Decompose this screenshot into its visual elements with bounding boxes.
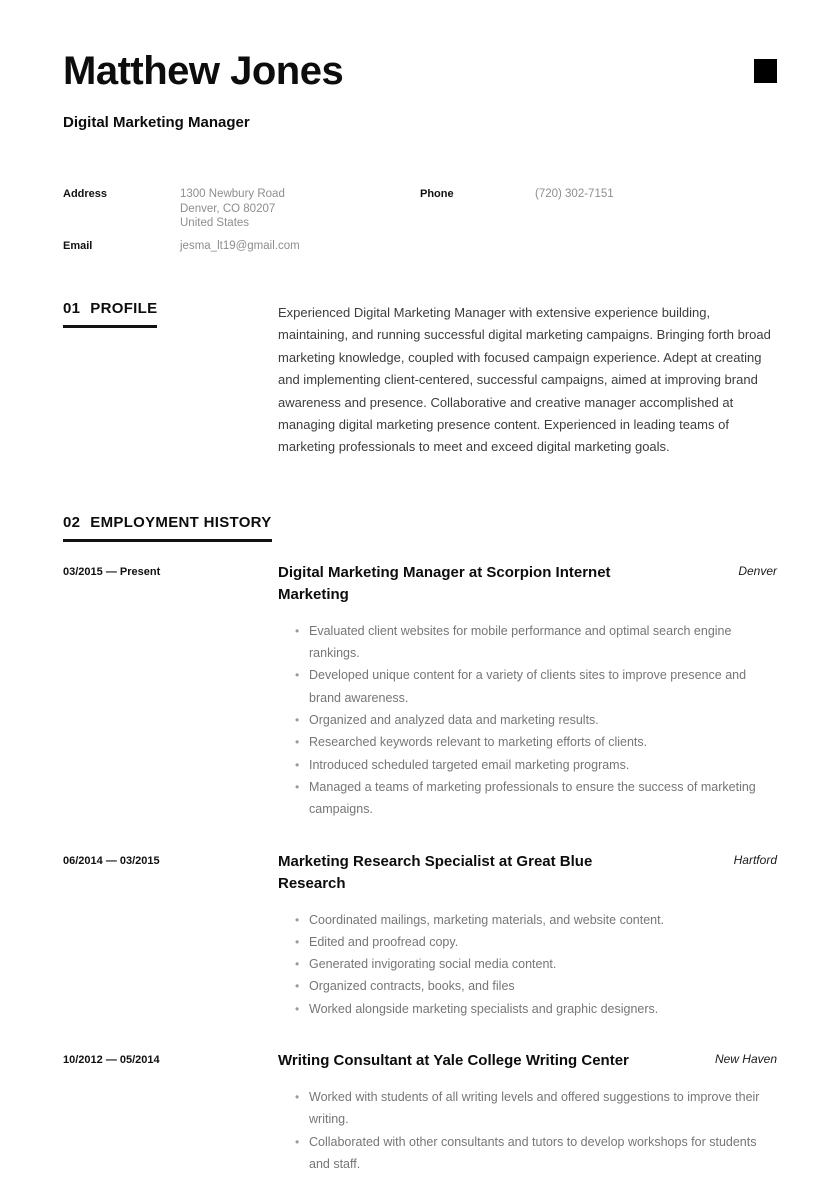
phone-value: (720) 302-7151 [535,188,614,200]
job-bullet: • Researched keywords relevant to marketing efforts of clients. [309,731,777,753]
profile-body-column [278,300,777,459]
job-bullet: • Organized contracts, books, and files [309,975,777,997]
employment-section [63,514,777,1175]
job-title: Writing Consultant at Yale College Writing Center [278,1052,629,1069]
job-header [278,562,777,606]
address-label: Address [63,188,108,200]
job-dates: 10/2012 — 05/2014 [63,1054,160,1066]
job-bullet: • Organized and analyzed data and marketing results. [309,709,777,731]
job-entry [63,851,777,1020]
job-bullet: • Introduced scheduled targeted email marketing programs. [309,754,777,776]
candidate-job-title: Digital Marketing Manager [63,114,250,131]
profile-section [63,300,777,459]
job-title: Digital Marketing Manager at Scorpion Internet Marketing [278,563,611,603]
email-value: jesma_lt19@gmail.com [180,239,300,252]
job-title: Marketing Research Specialist at Great Blue Research [278,852,593,892]
email-label: Email [63,239,93,252]
job-bullet: • Evaluated client websites for mobile performance and optimal search engine rankings. [309,620,777,665]
job-bullets [278,620,777,821]
employment-heading [63,514,272,542]
job-entry [63,1050,777,1175]
job-header [278,851,777,895]
job-location: Denver [738,563,777,578]
job-bullet: • Edited and proofread copy. [309,931,777,953]
profile-section-number: 01 [63,300,81,317]
address-line: 1300 Newbury Road [180,188,285,200]
employment-section-title: EMPLOYMENT HISTORY [90,513,272,531]
candidate-name: Matthew Jones [63,49,344,93]
address-line: United States [180,217,250,229]
employment-section-number: 02 [63,513,81,531]
profile-section-title: PROFILE [90,300,158,317]
job-bullets [278,909,777,1020]
job-main [278,851,777,1020]
job-bullet: • Coordinated mailings, marketing materials, and website content. [309,909,777,931]
job-bullet: • Collaborated with other consultants and tutors to develop workshops for students and staff. [309,1131,777,1176]
resume-header [63,48,777,131]
job-location: Hartford [733,852,777,867]
job-main [278,562,777,821]
job-bullets [278,1086,777,1175]
job-location: New Haven [714,1052,777,1066]
profile-heading-column [63,300,278,328]
address-value [180,187,420,231]
job-header [278,1050,777,1072]
address-line: Denver, CO 80207 [180,202,276,215]
job-bullet: • Developed unique content for a variety of clients sites to improve presence and brand awareness. [309,664,777,709]
job-dates: 03/2015 — Present [63,565,161,578]
job-entry [63,562,777,821]
profile-text: Experienced Digital Marketing Manager with extensive experience building, maintaining, and running successful digital marketing campaigns. Bringing forth broad marketing knowledge, coupled with focused campaign experience. Adept at creating and implementing client-centered, successful campaigns, aimed at improving brand awareness and presence. Collaborative and creative manager accomplished at managing digital marketing presence content. Experienced in leading teams of marketing professionals to meet and exceed digital marketing goals. [278,305,771,455]
contact-details [63,187,777,253]
job-bullet: • Worked with students of all writing levels and offered suggestions to improve their writing. [309,1086,777,1131]
jobs-list [63,562,777,1175]
job-bullet: • Generated invigorating social media content. [309,953,777,975]
job-main [278,1050,777,1175]
job-bullet: • Managed a teams of marketing professionals to ensure the success of marketing campaigns. [309,776,777,821]
name-row [63,48,777,94]
profile-heading [63,300,157,328]
phone-label: Phone [420,188,454,200]
black-square-icon [754,59,777,83]
job-bullet: • Worked alongside marketing specialists and graphic designers. [309,998,777,1020]
job-dates: 06/2014 — 03/2015 [63,854,160,867]
